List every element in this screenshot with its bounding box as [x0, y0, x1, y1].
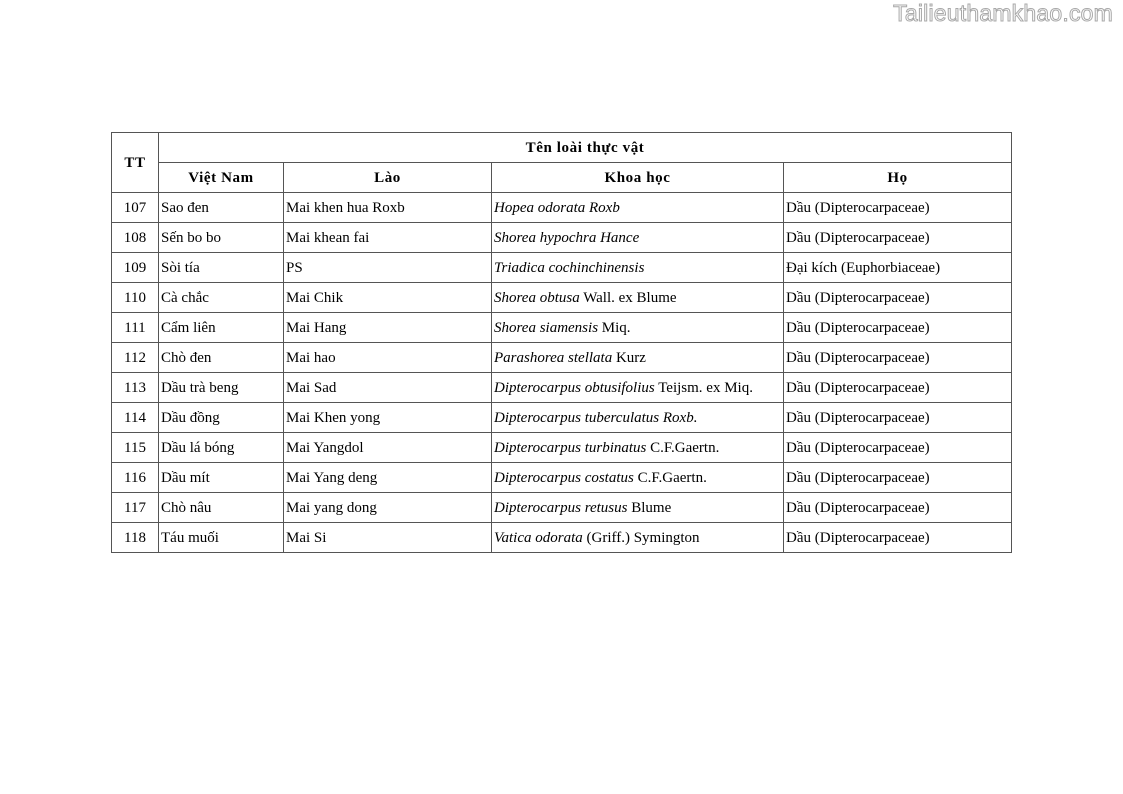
cell-tt: 110	[112, 283, 159, 313]
cell-scientific	[492, 433, 784, 463]
sci-name-italic: Dipterocarpus retusus	[494, 499, 628, 516]
cell-scientific	[492, 283, 784, 313]
cell-vietnam: Chò nâu	[159, 493, 284, 523]
cell-lao: Mai Yang deng	[284, 463, 492, 493]
header-vietnam: Việt Nam	[159, 163, 284, 193]
header-row-columns	[112, 163, 1012, 193]
cell-tt: 112	[112, 343, 159, 373]
cell-vietnam: Dầu mít	[159, 463, 284, 493]
cell-lao: Mai khen hua Roxb	[284, 193, 492, 223]
header-lao: Lào	[284, 163, 492, 193]
cell-family: Dầu (Dipterocarpaceae)	[784, 403, 1012, 433]
sci-author: Miq.	[601, 319, 631, 336]
cell-tt: 107	[112, 193, 159, 223]
cell-family: Dầu (Dipterocarpaceae)	[784, 283, 1012, 313]
cell-lao: Mai Chik	[284, 283, 492, 313]
cell-scientific	[492, 313, 784, 343]
table-row	[112, 493, 1012, 523]
cell-tt: 115	[112, 433, 159, 463]
cell-tt: 116	[112, 463, 159, 493]
cell-lao: Mai yang dong	[284, 493, 492, 523]
cell-tt: 114	[112, 403, 159, 433]
cell-vietnam: Táu muối	[159, 523, 284, 553]
table-row	[112, 283, 1012, 313]
cell-family: Dầu (Dipterocarpaceae)	[784, 373, 1012, 403]
table-row	[112, 313, 1012, 343]
table-row	[112, 373, 1012, 403]
sci-author: C.F.Gaertn.	[637, 469, 707, 486]
cell-tt: 111	[112, 313, 159, 343]
cell-vietnam: Dầu trà beng	[159, 373, 284, 403]
cell-vietnam: Sòi tía	[159, 253, 284, 283]
cell-scientific	[492, 253, 784, 283]
sci-author: (Griff.) Symington	[586, 529, 700, 546]
cell-scientific	[492, 403, 784, 433]
cell-scientific	[492, 523, 784, 553]
cell-family: Dầu (Dipterocarpaceae)	[784, 523, 1012, 553]
cell-family: Dầu (Dipterocarpaceae)	[784, 433, 1012, 463]
cell-vietnam: Dầu đồng	[159, 403, 284, 433]
sci-author: Teijsm. ex Miq.	[658, 379, 753, 396]
cell-lao: Mai Hang	[284, 313, 492, 343]
cell-scientific	[492, 493, 784, 523]
cell-vietnam: Dầu lá bóng	[159, 433, 284, 463]
sci-name-italic: Dipterocarpus costatus	[494, 469, 634, 486]
cell-scientific	[492, 373, 784, 403]
header-row-group	[112, 133, 1012, 163]
table-row	[112, 193, 1012, 223]
cell-vietnam: Sao đen	[159, 193, 284, 223]
watermark-text: Tailieuthamkhao.com	[893, 0, 1113, 26]
cell-family: Dầu (Dipterocarpaceae)	[784, 343, 1012, 373]
table-row	[112, 223, 1012, 253]
header-tt: TT	[112, 133, 159, 193]
sci-name-italic: Parashorea stellata	[494, 349, 613, 366]
cell-lao: Mai Si	[284, 523, 492, 553]
cell-family: Dầu (Dipterocarpaceae)	[784, 493, 1012, 523]
sci-name-italic: Shorea siamensis	[494, 319, 599, 336]
cell-vietnam: Cà chắc	[159, 283, 284, 313]
cell-lao: Mai Yangdol	[284, 433, 492, 463]
sci-author: C.F.Gaertn.	[650, 439, 720, 456]
cell-scientific	[492, 223, 784, 253]
cell-family: Dầu (Dipterocarpaceae)	[784, 313, 1012, 343]
cell-scientific	[492, 193, 784, 223]
cell-vietnam: Sến bo bo	[159, 223, 284, 253]
cell-family: Dầu (Dipterocarpaceae)	[784, 463, 1012, 493]
cell-lao: Mai khean fai	[284, 223, 492, 253]
table-row	[112, 523, 1012, 553]
sci-author: Blume	[631, 499, 672, 516]
header-group-species-name: Tên loài thực vật	[159, 133, 1012, 163]
sci-name-italic: Triadica cochinchinensis	[494, 259, 645, 276]
table-row	[112, 433, 1012, 463]
cell-scientific	[492, 463, 784, 493]
cell-lao: PS	[284, 253, 492, 283]
table-body	[112, 193, 1012, 553]
table-row	[112, 463, 1012, 493]
cell-tt: 117	[112, 493, 159, 523]
cell-lao: Mai Sad	[284, 373, 492, 403]
sci-author: Kurz	[615, 349, 646, 366]
sci-name-italic: Dipterocarpus tuberculatus Roxb.	[494, 409, 698, 426]
cell-lao: Mai Khen yong	[284, 403, 492, 433]
sci-name-italic: Vatica odorata	[494, 529, 583, 546]
species-table	[111, 132, 1012, 553]
table-row	[112, 343, 1012, 373]
cell-family: Dầu (Dipterocarpaceae)	[784, 193, 1012, 223]
sci-author: Wall. ex Blume	[583, 289, 677, 306]
sci-name-italic: Hopea odorata Roxb	[494, 199, 620, 216]
sci-name-italic: Shorea obtusa	[494, 289, 580, 306]
cell-tt: 118	[112, 523, 159, 553]
cell-family: Dầu (Dipterocarpaceae)	[784, 223, 1012, 253]
cell-scientific	[492, 343, 784, 373]
sci-name-italic: Dipterocarpus turbinatus	[494, 439, 647, 456]
header-family: Họ	[784, 163, 1012, 193]
header-scientific: Khoa học	[492, 163, 784, 193]
table-row	[112, 403, 1012, 433]
cell-tt: 113	[112, 373, 159, 403]
cell-family: Đại kích (Euphorbiaceae)	[784, 253, 1012, 283]
sci-name-italic: Shorea hypochra Hance	[494, 229, 640, 246]
cell-lao: Mai hao	[284, 343, 492, 373]
cell-tt: 108	[112, 223, 159, 253]
table-row	[112, 253, 1012, 283]
cell-vietnam: Chò đen	[159, 343, 284, 373]
cell-vietnam: Cẩm liên	[159, 313, 284, 343]
table-header	[112, 133, 1012, 193]
sci-name-italic: Dipterocarpus obtusifolius	[494, 379, 655, 396]
cell-tt: 109	[112, 253, 159, 283]
